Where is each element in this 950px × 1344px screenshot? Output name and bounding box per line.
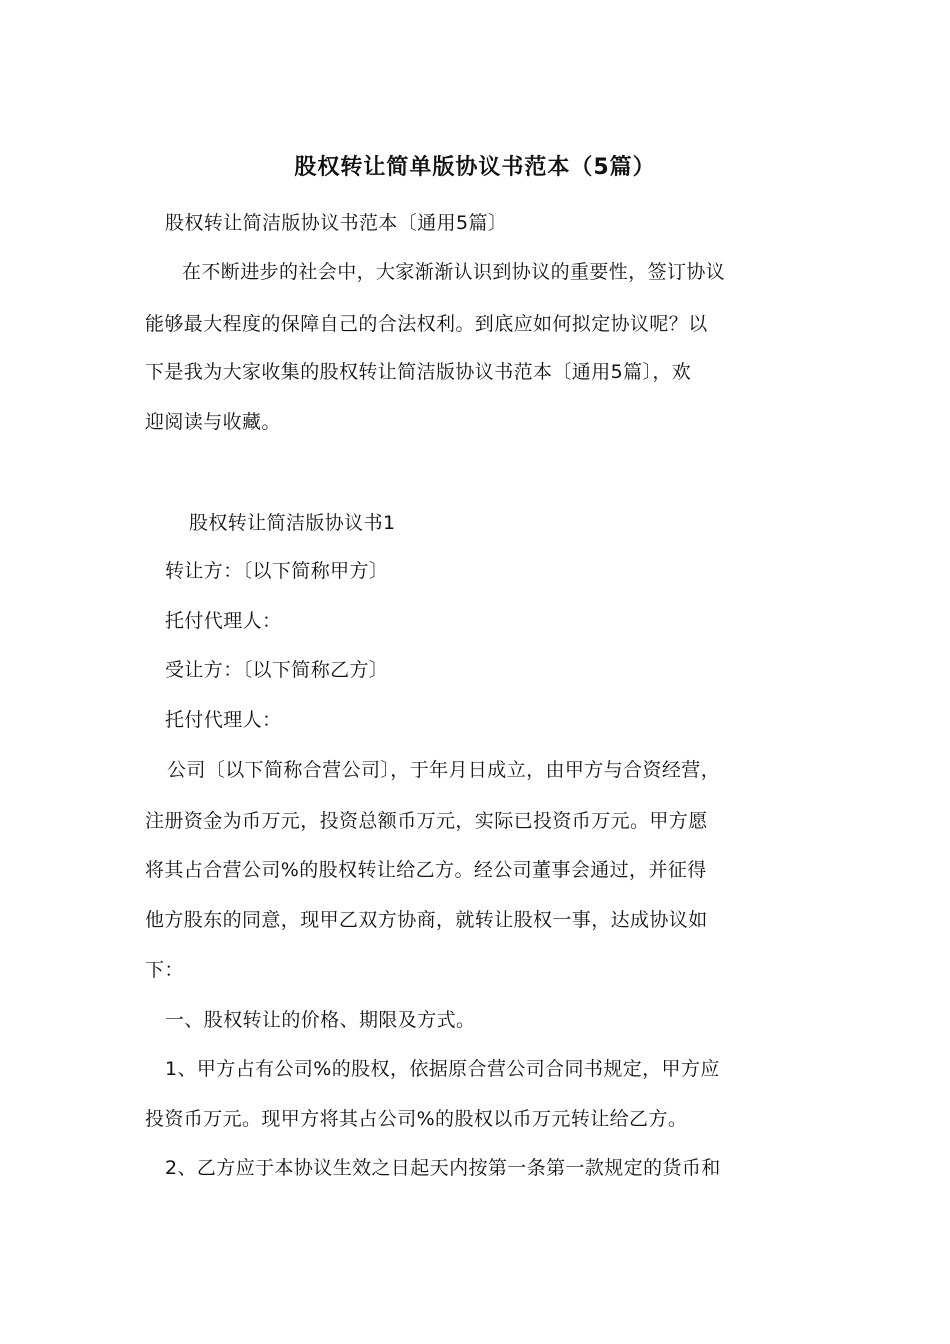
document-subtitle: 股权转让简洁版协议书范本〔通用5篇〕 xyxy=(165,212,508,234)
clause-one-item1-line-2: 投资币万元。现甲方将其占公司%的股权以币万元转让给乙方。 xyxy=(145,1108,688,1130)
clause-one-item1-line-1: 1、甲方占有公司%的股权，依据原合营公司合同书规定，甲方应 xyxy=(165,1058,720,1080)
transferor-line: 转让方：〔以下简称甲方〕 xyxy=(165,560,389,582)
preamble-line-4: 他方股东的同意，现甲乙双方协商，就转让股权一事，达成协议如 xyxy=(145,909,708,931)
preamble-line-5: 下： xyxy=(145,959,184,981)
transferor-agent-line: 托付代理人： xyxy=(165,610,282,632)
intro-line-3: 下是我为大家收集的股权转让简洁版协议书范本〔通用5篇〕，欢 xyxy=(145,361,692,383)
clause-one-item2-line-1: 2、乙方应于本协议生效之日起天内按第一条第一款规定的货币和 xyxy=(165,1157,721,1179)
preamble-line-2: 注册资金为币万元，投资总额币万元，实际已投资币万元。甲方愿 xyxy=(145,810,708,832)
document-title: 股权转让简单版协议书范本（5篇） xyxy=(294,155,656,180)
transferee-line: 受让方：〔以下简称乙方〕 xyxy=(165,659,389,681)
preamble-line-1: 公司〔以下简称合营公司〕，于年月日成立，由甲方与合资经营， xyxy=(167,759,721,781)
transferee-agent-line: 托付代理人： xyxy=(165,709,282,731)
section-heading: 股权转让简洁版协议书1 xyxy=(189,512,396,534)
intro-line-2: 能够最大程度的保障自己的合法权利。到底应如何拟定协议呢？以 xyxy=(145,313,708,335)
preamble-line-3: 将其占合营公司%的股权转让给乙方。经公司董事会通过，并征得 xyxy=(145,859,707,881)
intro-line-1: 在不断进步的社会中，大家渐渐认识到协议的重要性，签订协议 xyxy=(182,261,726,283)
intro-line-4: 迎阅读与收藏。 xyxy=(145,411,281,433)
clause-one-heading: 一、股权转让的价格、期限及方式。 xyxy=(165,1009,476,1031)
